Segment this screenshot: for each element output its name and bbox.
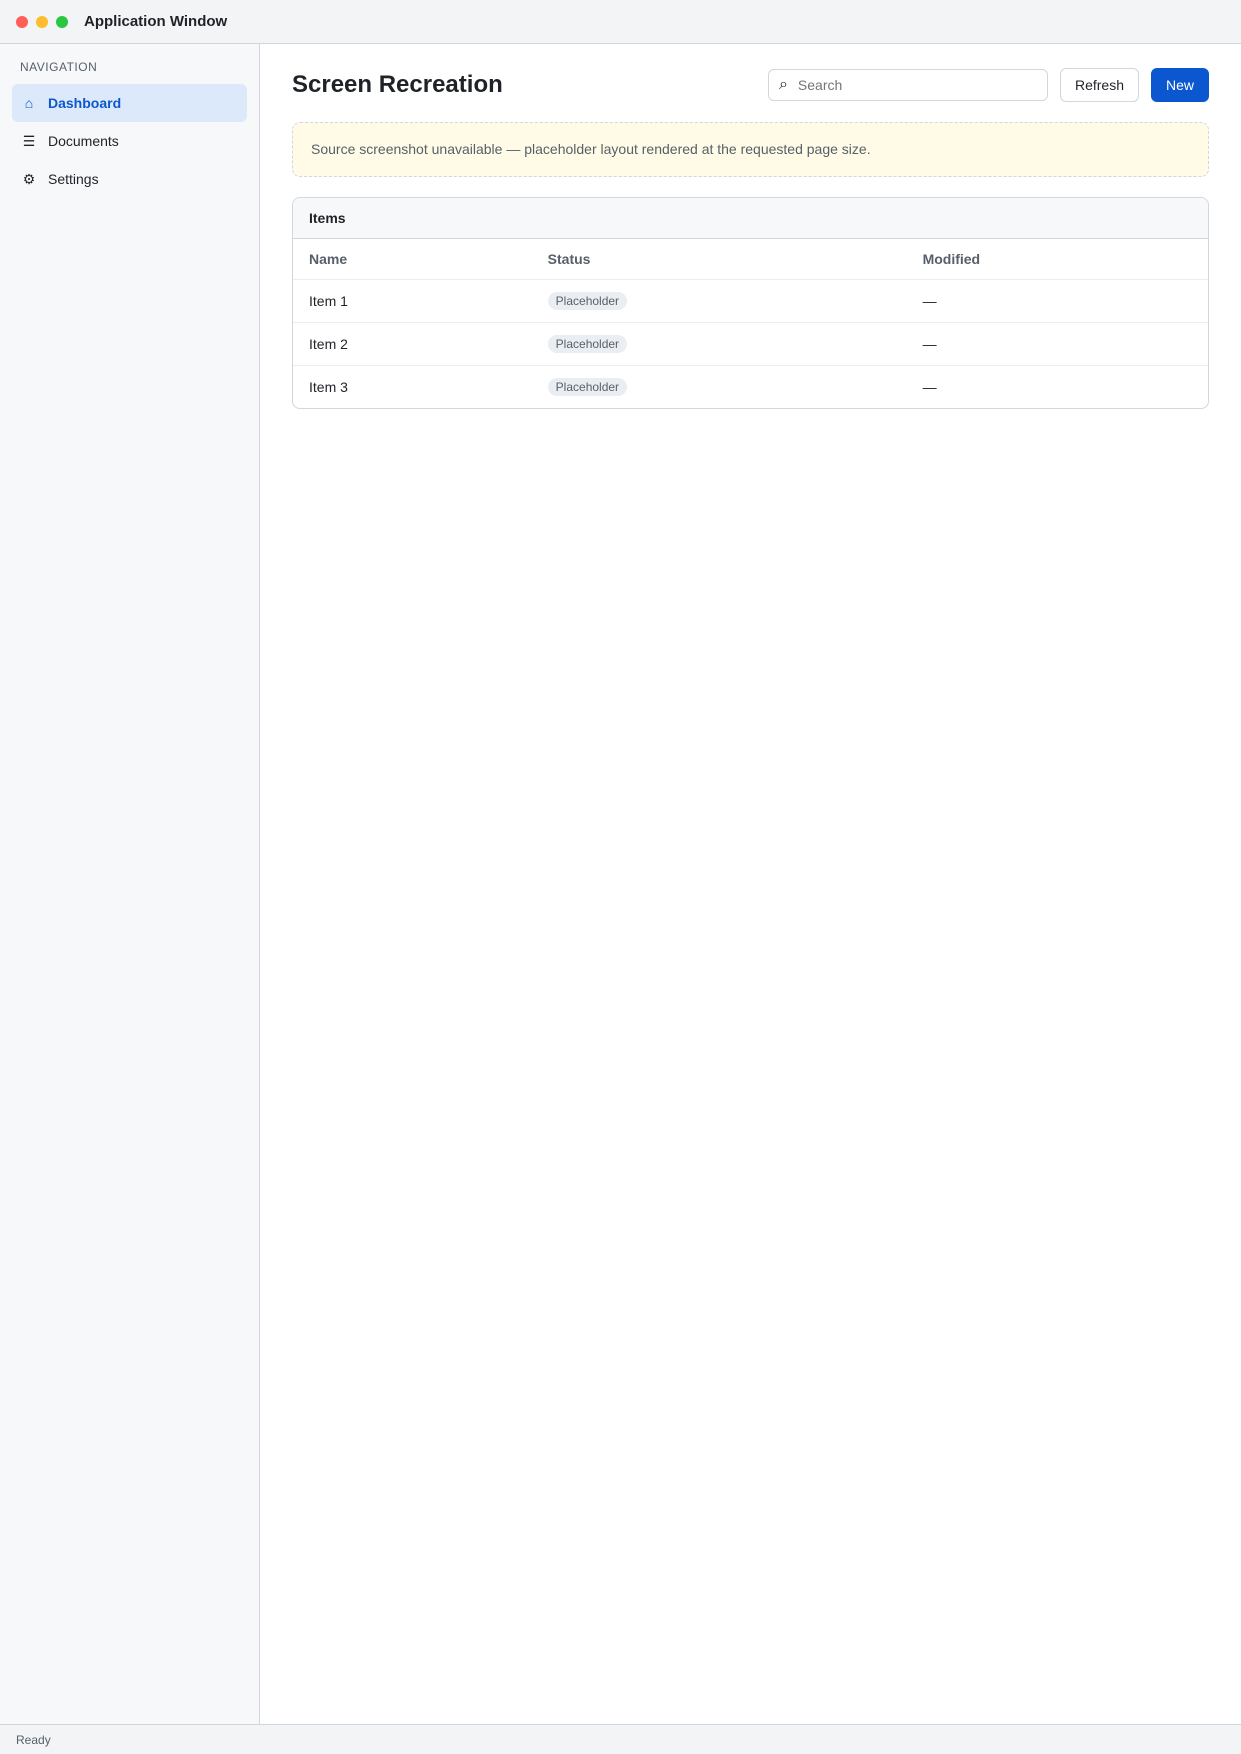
column-header[interactable]: Modified bbox=[907, 239, 1208, 280]
items-table bbox=[293, 239, 1208, 408]
sidebar-heading: NAVIGATION bbox=[20, 60, 98, 74]
sidebar-item-label: Settings bbox=[48, 171, 99, 187]
window-controls bbox=[16, 16, 68, 28]
search-icon: ⌕ bbox=[778, 76, 788, 93]
sidebar-item-documents[interactable] bbox=[12, 122, 247, 160]
table-header-row bbox=[293, 239, 1208, 280]
refresh-button[interactable]: Refresh bbox=[1060, 68, 1139, 102]
table-cell: Item 1 bbox=[293, 280, 532, 323]
search-input[interactable] bbox=[796, 76, 1037, 94]
main-content bbox=[260, 44, 1241, 1724]
table-cell: Item 3 bbox=[309, 379, 348, 395]
new-button[interactable]: New bbox=[1151, 68, 1209, 102]
status-bar bbox=[0, 1724, 1241, 1754]
status-badge: Placeholder bbox=[548, 292, 627, 310]
panel-title: Items bbox=[293, 198, 1208, 239]
table-cell: Item 2 bbox=[293, 323, 532, 366]
gear-icon: ⚙ bbox=[22, 170, 36, 187]
toolbar bbox=[292, 68, 1209, 102]
table-cell bbox=[532, 323, 907, 366]
status-badge: Placeholder bbox=[548, 335, 627, 353]
items-panel bbox=[292, 197, 1209, 409]
column-header[interactable]: Name bbox=[293, 239, 532, 280]
table-row[interactable] bbox=[293, 280, 1208, 323]
table-cell bbox=[532, 280, 907, 323]
page-title: Screen Recreation bbox=[292, 71, 503, 98]
table-cell: — bbox=[922, 379, 937, 395]
table-row[interactable] bbox=[293, 366, 1208, 409]
search-box[interactable] bbox=[768, 69, 1048, 101]
table-cell bbox=[532, 366, 907, 409]
window-body bbox=[0, 44, 1241, 1724]
sidebar-item-label: Documents bbox=[48, 133, 119, 149]
sidebar-item-dashboard[interactable] bbox=[12, 84, 247, 122]
table-cell: — bbox=[907, 323, 1208, 366]
sidebar-item-label: Dashboard bbox=[48, 95, 122, 111]
placeholder-notice: Source screenshot unavailable — placeholder layout rendered at the requested page size. bbox=[292, 122, 1209, 177]
sidebar-item-settings[interactable] bbox=[12, 160, 247, 198]
title-bar bbox=[0, 0, 1241, 44]
home-icon: ⌂ bbox=[24, 95, 34, 111]
maximize-window-button[interactable] bbox=[56, 16, 68, 28]
table-cell: — bbox=[907, 280, 1208, 323]
column-header[interactable]: Status bbox=[532, 239, 907, 280]
status-text: Ready bbox=[16, 1732, 51, 1747]
window-title: Application Window bbox=[84, 13, 228, 30]
status-badge: Placeholder bbox=[548, 378, 627, 396]
document-icon: ☰ bbox=[22, 132, 36, 149]
close-window-button[interactable] bbox=[16, 16, 28, 28]
minimize-window-button[interactable] bbox=[36, 16, 48, 28]
sidebar bbox=[0, 44, 260, 1724]
table-row[interactable] bbox=[293, 323, 1208, 366]
